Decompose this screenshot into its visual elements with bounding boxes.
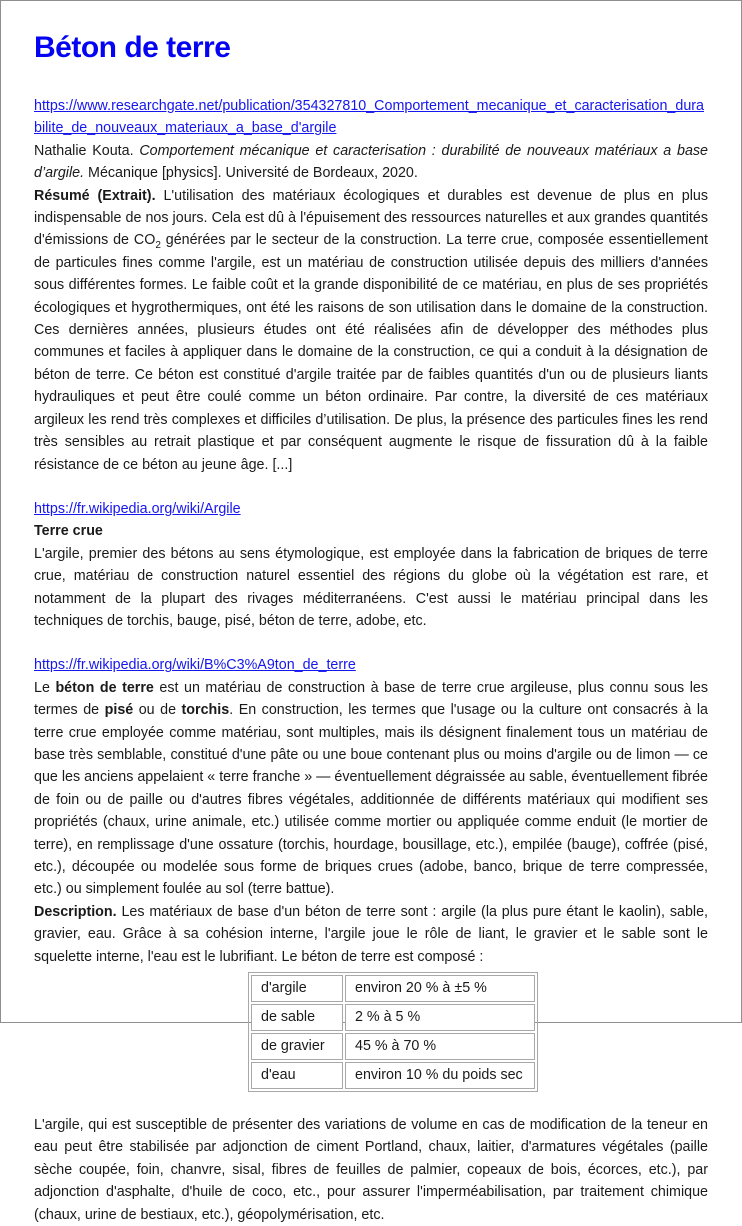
description-lead: Description. (34, 903, 117, 920)
description-paragraph (34, 901, 708, 968)
table-cell-label: de sable (251, 1004, 343, 1031)
table-row (251, 1062, 535, 1089)
table-row (251, 1004, 535, 1031)
table-cell-value: 45 % à 70 % (345, 1033, 535, 1060)
link-wikipedia-argile[interactable]: https://fr.wikipedia.org/wiki/Argile (34, 500, 241, 517)
beton-text-2: ou de (133, 702, 182, 719)
resume-body-1: L'utilisation des matériaux écologiques et durables est devenue de plus en plus indispensable de nos jours. Cela est dû à l'épuisement des ressources naturelles et aux grandes quantités d'émissions de CO (34, 187, 708, 249)
beton-text-0: Le (34, 679, 56, 696)
link-wikipedia-beton[interactable]: https://fr.wikipedia.org/wiki/B%C3%A9ton_de_terre (34, 657, 356, 674)
table-cell-value: 2 % à 5 % (345, 1004, 535, 1031)
beton-bold-2: pisé (104, 702, 134, 719)
link-researchgate[interactable]: https://www.researchgate.net/publication/354327810_Comportement_mecanique_et_caracterisation_durabilite_de_nouveaux_materiaux_a_base_d'argile (34, 98, 704, 137)
table-cell-label: d'argile (251, 975, 343, 1002)
wikipedia-beton-link-paragraph (34, 654, 708, 676)
table-row (251, 1033, 535, 1060)
citation-title: Comportement mécanique et caracterisation : durabilité de nouveaux matériaux a base d’argile. (34, 142, 708, 182)
stabilisation-paragraph: L'argile, qui est susceptible de présenter des variations de volume en cas de modification de la teneur en eau peut être stabilisée par adjonction de ciment Portland, chaux, laitier, d'armatures végétales (paille sèche coupée, foin, chanvre, sisal, fibres de feuilles de palmier, copeaux de bois, écorces, etc.), par adjonction d'asphalte, d'huile de coco, etc., pour assurer l'imperméabilisation, par traitement chimique (chaux, urine de bestiaux, etc.), géopolymérisation, etc. (34, 1117, 708, 1223)
co2-subscript: 2 (155, 240, 161, 252)
beton-bold-3: torchis (181, 702, 230, 719)
citation-tail: Mécanique [physics]. Université de Bordeaux, 2020. (84, 165, 418, 182)
table-cell-value: environ 20 % à ±5 % (345, 975, 535, 1002)
document-content (1, 1, 741, 1226)
beton-text-1: est un matériau de construction à base de terre crue argileuse, plus connu sous les termes de (34, 679, 708, 719)
description-body: Les matériaux de base d'un béton de terre sont : argile (la plus pure étant le kaolin), sable, gravier, eau. Grâce à sa cohésion interne, l'argile joue le rôle de liant, le gravier et le sable sont le squelette interne, l'eau est le lubrifiant. Le béton de terre est composé : (34, 903, 708, 965)
beton-bold-1: béton de terre (55, 679, 154, 696)
resume-paragraph (34, 185, 708, 476)
researchgate-link-paragraph (34, 95, 708, 140)
terre-crue-heading: Terre crue (34, 523, 103, 540)
beton-de-terre-paragraph (34, 677, 708, 901)
table-cell-label: d'eau (251, 1062, 343, 1089)
wikipedia-argile-link-paragraph (34, 498, 708, 520)
table-cell-label: de gravier (251, 1033, 343, 1060)
table-cell-value: environ 10 % du poids sec (345, 1062, 535, 1089)
beton-text-3: . En construction, les termes que l'usage ou la culture ont consacrés à la terre crue employée comme matériau, sont multiples, mais ils désignent finalement tous un matériau de base très semblable, constitué d'une pâte ou une boue contenant plus ou moins d'argile ou de limon — ce que les anciens appelaient « terre franche » — éventuellement dégraissée au sable, éventuellement fibrée de foin ou de paille ou d'autres fibres végétales, additionnée de différents matériaux qui modifient ses propriétés (chaux, urine animale, etc.) utilisée comme mortier ou appliquée comme enduit (le mortier de terre), en remplissage d'une ossature (torchis, hourdage, bousillage, etc.), empilée (bauge), coffrée (pisé, etc.), découpée ou modelée sous forme de briques crues (adobe, banco, brique de terre compressée, etc.) ou simplement foulée au sol (terre battue). (34, 702, 709, 898)
resume-body-2: générées par le secteur de la construction. La terre crue, composée essentiellement de particules fines comme l'argile, est un matériau de construction utilisée depuis des milliers d'années sous différentes formes. Le faible coût et la grande disponibilité de ce matériau, en plus de ses propriétés écologiques et hygrothermiques, ont été les raisons de son utilisation dans le domaine de la construction. Ces dernières années, plusieurs études ont été réalisées afin de développer des méthodes plus communes et faciles à appliquer dans le domaine de la construction, ce qui a conduit à la désignation de béton de terre. Ce béton est constitué d'argile traitée par de faibles quantités d'un ou de plusieurs liants hydrauliques et peut être coulé comme un béton ordinaire. Par contre, la diversité de ces matériaux argileux les rend très complexes et difficiles d’utilisation. De plus, la présence des particules fines les rend très sensibles au retrait plastique et par conséquent augmente le risque de fissuration dû à la faible résistance de ce béton au jeune âge. [...] (34, 232, 708, 473)
page-title: Béton de terre (34, 31, 231, 64)
terre-crue-paragraph: L'argile, premier des bétons au sens étymologique, est employée dans la fabrication de briques de terre crue, matériau de construction naturel essentiel des régions du globe où la végétation est rare, et notamment de la plupart des rivages méditerranéens. C'est aussi le matériau principal dans les techniques de torchis, bauge, pisé, béton de terre, adobe, etc. (34, 545, 708, 629)
resume-lead: Résumé (Extrait). (34, 187, 156, 204)
table-row (251, 975, 535, 1002)
composition-table (248, 972, 538, 1092)
citation (34, 140, 708, 185)
citation-author: Nathalie Kouta. (34, 142, 140, 159)
